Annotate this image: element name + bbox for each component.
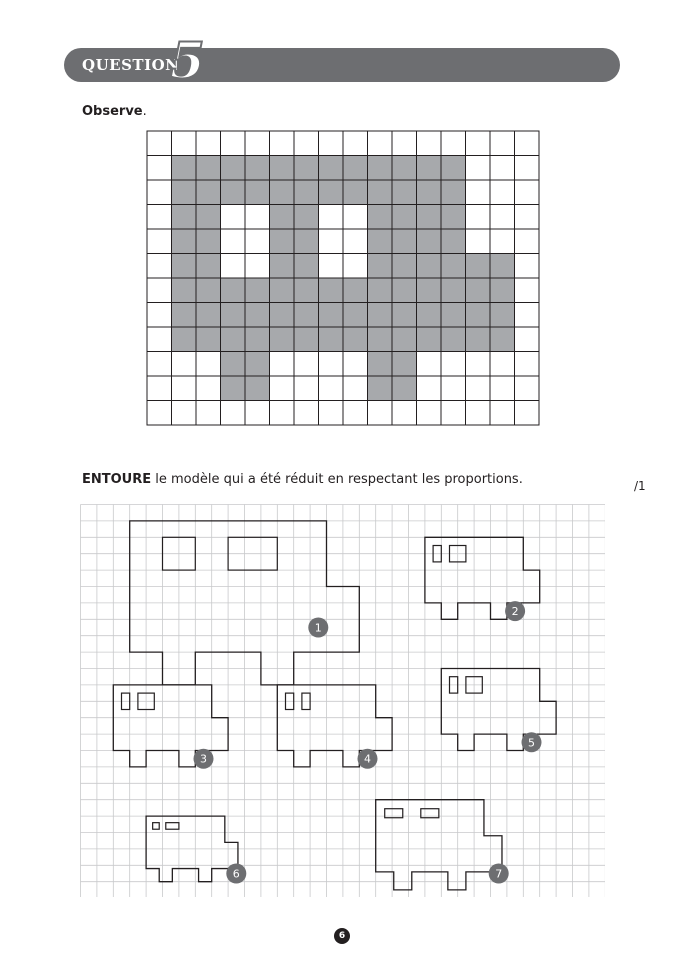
filled-cell [392,156,417,181]
filled-cell [294,205,319,230]
empty-cell [294,401,319,426]
empty-cell [466,401,491,426]
filled-cell [196,180,221,205]
filled-cell [245,303,270,328]
empty-cell [221,254,246,279]
empty-cell [319,229,344,254]
filled-cell [221,156,246,181]
filled-cell [466,303,491,328]
filled-cell [441,278,466,303]
filled-cell [368,156,393,181]
empty-cell [294,131,319,156]
empty-cell [343,352,368,377]
empty-cell [343,229,368,254]
filled-cell [294,278,319,303]
filled-cell [368,278,393,303]
filled-cell [392,376,417,401]
filled-cell [221,278,246,303]
filled-cell [294,254,319,279]
empty-cell [245,131,270,156]
filled-cell [441,180,466,205]
page-number: 6 [334,928,350,944]
filled-cell [245,352,270,377]
filled-cell [319,156,344,181]
empty-cell [319,131,344,156]
empty-cell [441,352,466,377]
filled-cell [392,180,417,205]
filled-cell [441,327,466,352]
empty-cell [147,303,172,328]
filled-cell [368,205,393,230]
bus-window [166,823,179,830]
filled-cell [294,303,319,328]
filled-cell [270,327,295,352]
filled-cell [417,229,442,254]
empty-cell [147,352,172,377]
filled-cell [270,278,295,303]
empty-cell [368,401,393,426]
filled-cell [441,205,466,230]
filled-cell [368,327,393,352]
empty-cell [515,131,540,156]
question-number: 5 [170,31,205,90]
option-number: 4 [364,752,371,766]
empty-cell [172,352,197,377]
bus-option-3[interactable] [113,685,228,769]
filled-cell [245,376,270,401]
empty-cell [147,254,172,279]
empty-cell [172,376,197,401]
empty-cell [490,352,515,377]
empty-cell [392,401,417,426]
empty-cell [245,229,270,254]
empty-cell [466,131,491,156]
option-number: 7 [495,867,503,881]
empty-cell [515,229,540,254]
filled-cell [196,303,221,328]
empty-cell [417,401,442,426]
empty-cell [515,180,540,205]
empty-cell [319,401,344,426]
filled-cell [417,254,442,279]
empty-cell [490,401,515,426]
filled-cell [392,327,417,352]
empty-cell [245,401,270,426]
option-number: 6 [232,867,240,881]
empty-cell [294,376,319,401]
empty-cell [490,180,515,205]
filled-cell [270,254,295,279]
empty-cell [196,352,221,377]
filled-cell [343,303,368,328]
options-grid [80,504,605,897]
filled-cell [441,254,466,279]
question-label: QUESTION [82,56,180,74]
filled-cell [294,180,319,205]
filled-cell [245,180,270,205]
filled-cell [196,229,221,254]
option-number: 5 [528,736,535,750]
bus-window [153,823,160,830]
filled-cell [417,180,442,205]
empty-cell [319,376,344,401]
empty-cell [490,156,515,181]
filled-cell [270,180,295,205]
filled-cell [172,205,197,230]
empty-cell [466,156,491,181]
empty-cell [392,131,417,156]
filled-cell [270,205,295,230]
filled-cell [368,180,393,205]
empty-cell [343,376,368,401]
empty-cell [515,254,540,279]
empty-cell [441,131,466,156]
filled-cell [319,278,344,303]
filled-cell [196,278,221,303]
filled-cell [196,254,221,279]
empty-cell [515,156,540,181]
empty-cell [270,352,295,377]
filled-cell [319,327,344,352]
filled-cell [392,352,417,377]
empty-cell [343,205,368,230]
filled-cell [343,278,368,303]
score-box: /1 [634,479,646,493]
empty-cell [343,401,368,426]
empty-cell [147,156,172,181]
empty-cell [270,376,295,401]
model-grid [146,130,540,426]
observe-instruction [82,104,147,119]
filled-cell [221,327,246,352]
filled-cell [441,229,466,254]
empty-cell [270,131,295,156]
filled-cell [343,156,368,181]
filled-cell [466,254,491,279]
empty-cell [515,278,540,303]
empty-cell [490,131,515,156]
observe-word: Observe [82,104,143,119]
filled-cell [270,156,295,181]
empty-cell [515,352,540,377]
empty-cell [490,229,515,254]
filled-cell [196,156,221,181]
empty-cell [196,376,221,401]
filled-cell [490,327,515,352]
filled-cell [392,278,417,303]
filled-cell [441,303,466,328]
empty-cell [221,205,246,230]
empty-cell [147,180,172,205]
empty-cell [147,376,172,401]
empty-cell [466,205,491,230]
option-number: 3 [200,752,207,766]
empty-cell [147,401,172,426]
bus-option-4[interactable] [277,685,392,769]
empty-cell [319,254,344,279]
filled-cell [294,156,319,181]
filled-cell [319,180,344,205]
filled-cell [368,303,393,328]
empty-cell [245,254,270,279]
filled-cell [294,229,319,254]
filled-cell [172,180,197,205]
empty-cell [147,131,172,156]
empty-cell [343,254,368,279]
filled-cell [172,303,197,328]
option-number: 2 [511,605,519,619]
filled-cell [294,327,319,352]
empty-cell [490,376,515,401]
filled-cell [392,229,417,254]
filled-cell [392,254,417,279]
task-text: le modèle qui a été réduit en respectant les proportions. [151,472,523,487]
empty-cell [417,352,442,377]
filled-cell [466,327,491,352]
filled-cell [172,254,197,279]
empty-cell [196,401,221,426]
filled-cell [221,303,246,328]
filled-cell [245,327,270,352]
empty-cell [172,401,197,426]
observe-suffix: . [142,104,147,119]
empty-cell [441,376,466,401]
bus-option-5[interactable] [441,669,556,753]
task-verb: ENTOURE [82,472,152,487]
empty-cell [466,376,491,401]
bus-option-6[interactable] [146,816,246,883]
filled-cell [319,303,344,328]
filled-cell [392,303,417,328]
filled-cell [172,327,197,352]
empty-cell [515,376,540,401]
empty-cell [319,352,344,377]
empty-cell [515,327,540,352]
filled-cell [245,156,270,181]
empty-cell [466,180,491,205]
filled-cell [196,205,221,230]
bus-option-2[interactable] [425,537,540,621]
filled-cell [343,327,368,352]
filled-cell [221,180,246,205]
filled-cell [196,327,221,352]
empty-cell [270,401,295,426]
empty-cell [417,376,442,401]
filled-cell [490,278,515,303]
empty-cell [466,229,491,254]
empty-cell [147,229,172,254]
empty-cell [221,401,246,426]
filled-cell [221,376,246,401]
empty-cell [221,131,246,156]
empty-cell [245,205,270,230]
filled-cell [245,278,270,303]
filled-cell [368,352,393,377]
filled-cell [417,327,442,352]
filled-cell [172,229,197,254]
empty-cell [147,278,172,303]
filled-cell [343,180,368,205]
empty-cell [319,205,344,230]
filled-cell [441,156,466,181]
filled-cell [221,352,246,377]
filled-cell [172,156,197,181]
empty-cell [490,205,515,230]
empty-cell [466,352,491,377]
filled-cell [417,156,442,181]
empty-cell [368,131,393,156]
filled-cell [368,376,393,401]
filled-cell [490,303,515,328]
empty-cell [441,401,466,426]
bus-option-7[interactable] [376,800,509,890]
filled-cell [466,278,491,303]
filled-cell [417,278,442,303]
filled-cell [490,254,515,279]
task-instruction [82,472,523,487]
filled-cell [270,303,295,328]
option-number: 1 [314,621,322,635]
filled-cell [368,229,393,254]
filled-cell [417,303,442,328]
empty-cell [147,327,172,352]
empty-cell [515,401,540,426]
empty-cell [515,303,540,328]
empty-cell [147,205,172,230]
filled-cell [392,205,417,230]
empty-cell [417,131,442,156]
empty-cell [196,131,221,156]
empty-cell [294,352,319,377]
filled-cell [172,278,197,303]
filled-cell [417,205,442,230]
empty-cell [515,205,540,230]
empty-cell [221,229,246,254]
empty-cell [172,131,197,156]
filled-cell [368,254,393,279]
empty-cell [343,131,368,156]
filled-cell [270,229,295,254]
